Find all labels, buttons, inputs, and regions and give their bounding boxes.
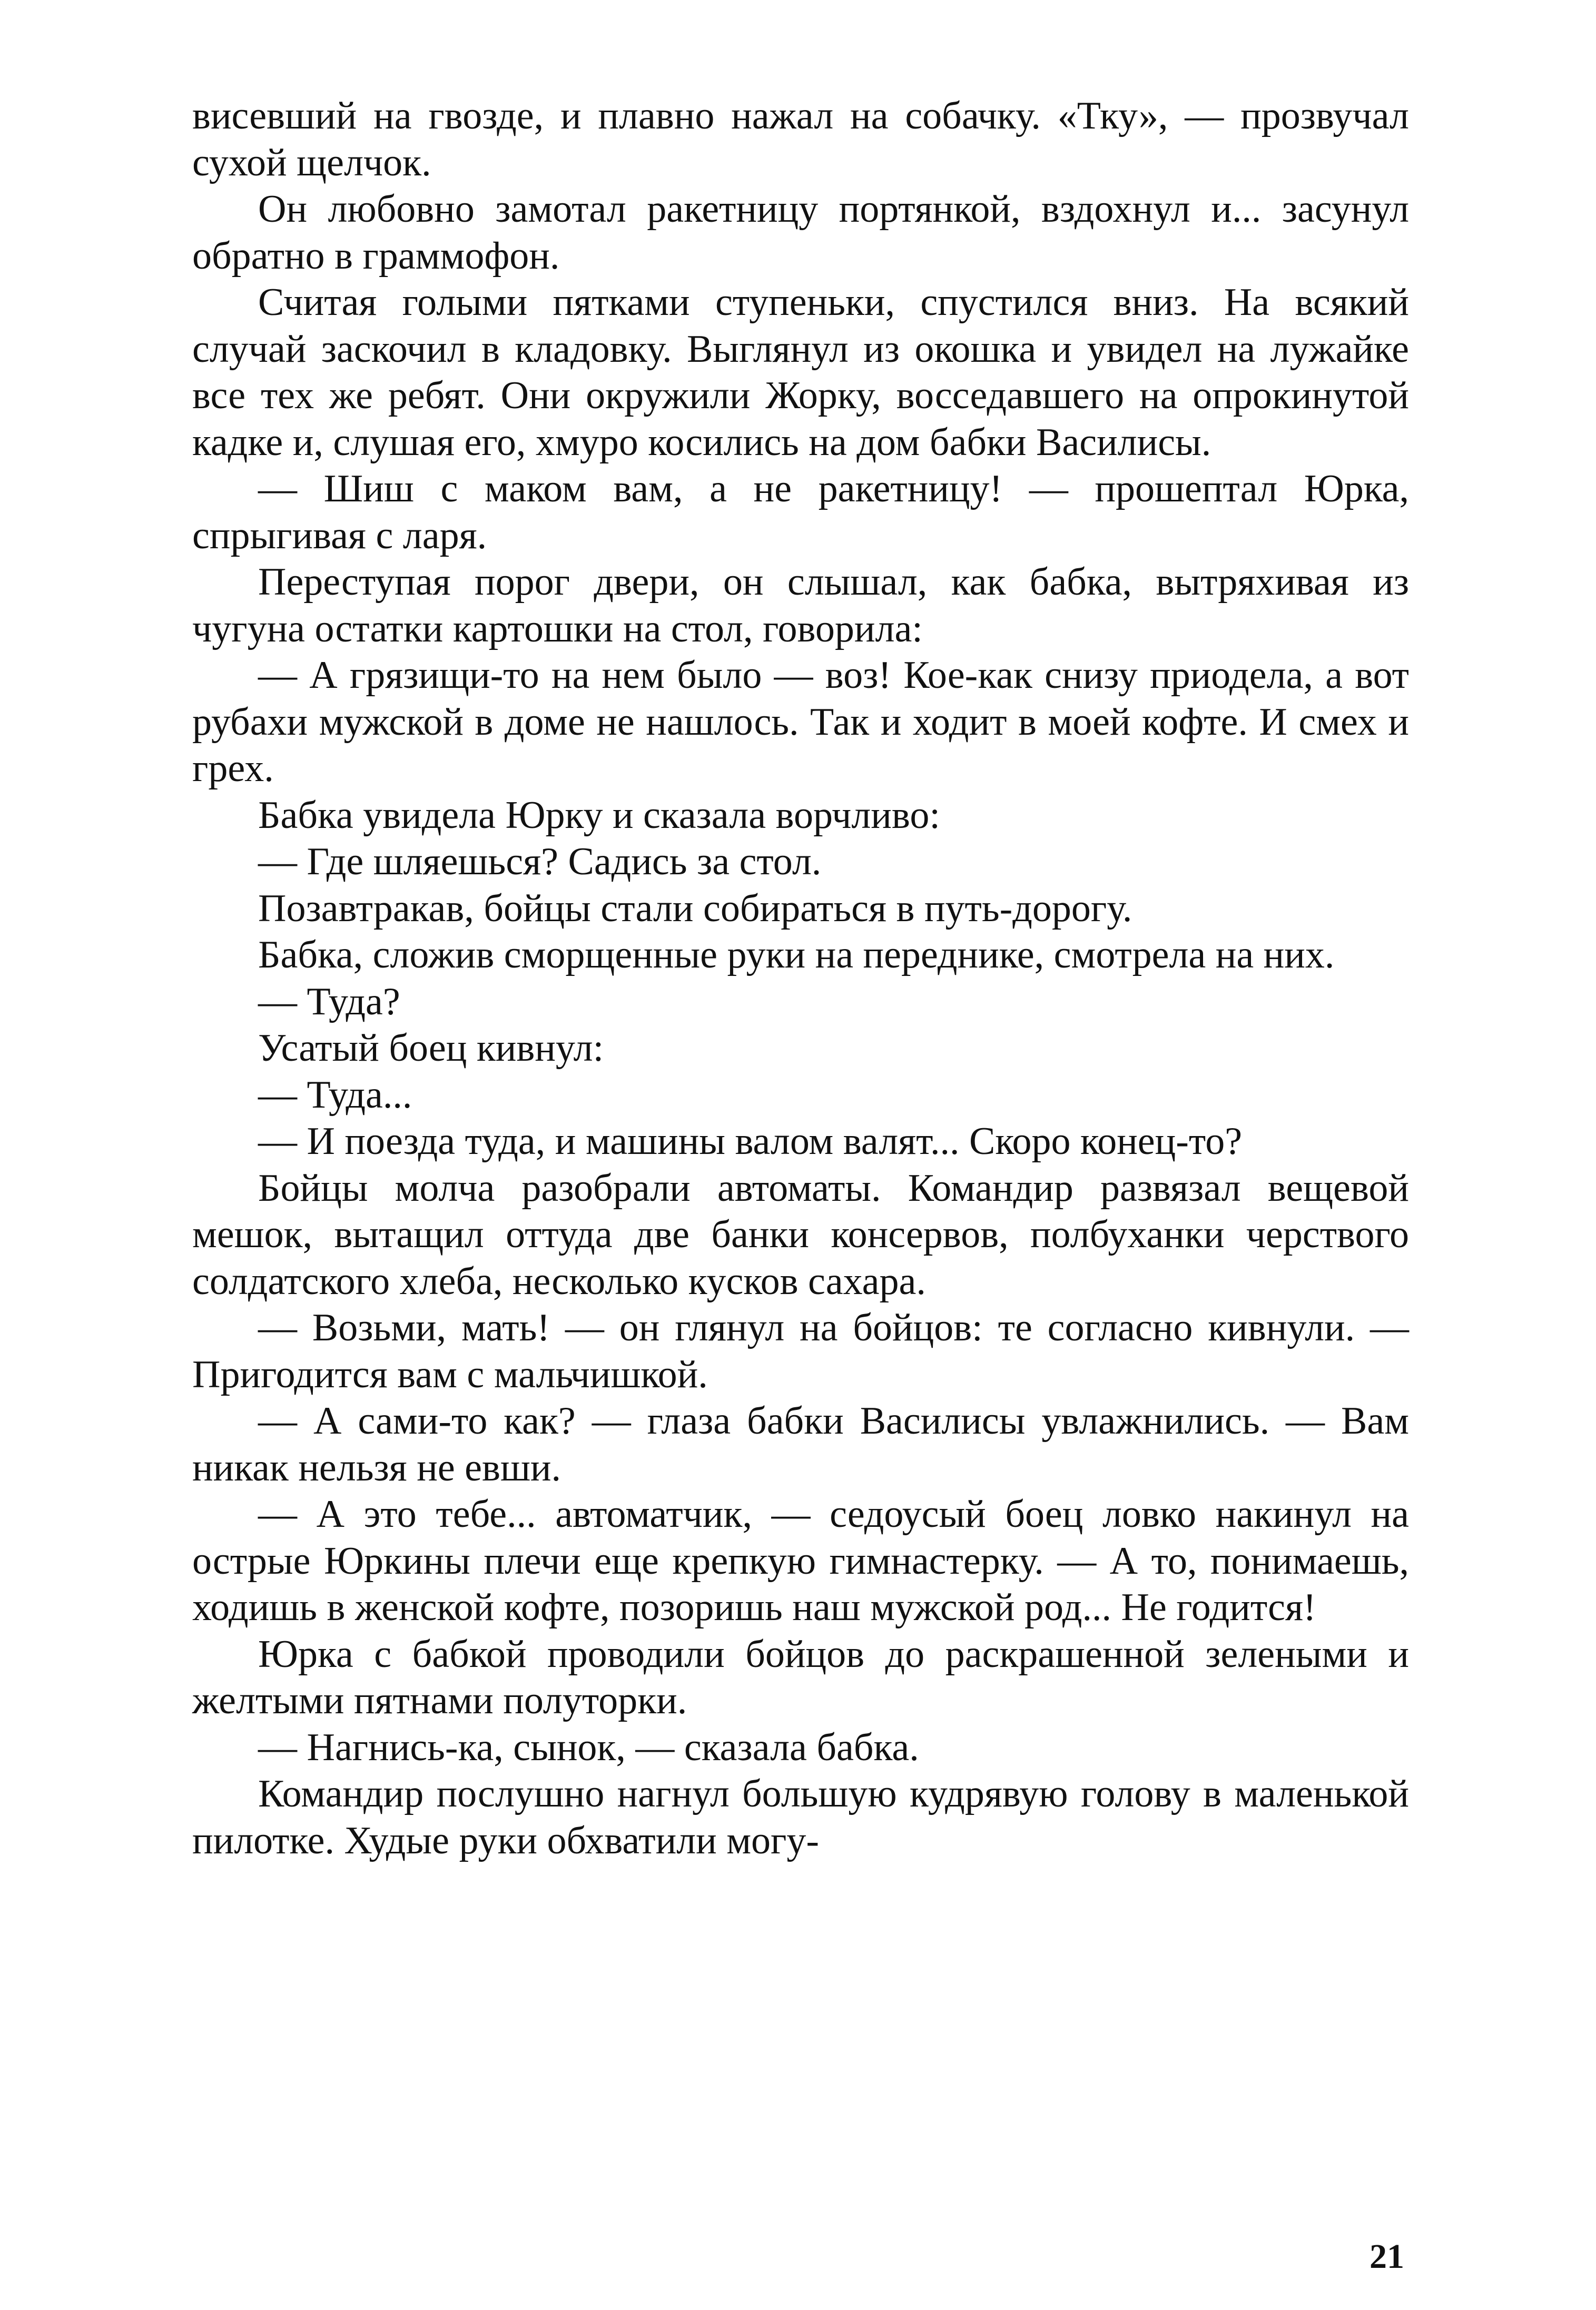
paragraph-11: — Туда?: [258, 980, 400, 1023]
paragraph-16: — Возьми, мать! — он глянул на бойцов: те согласно кивнули. — Пригодится вам с мальчишкой.: [192, 1306, 1409, 1396]
paragraph-1: висевший на гвозде, и плавно нажал на собачку. «Тку», — прозвучал сухой щелчок.: [192, 94, 1409, 184]
paragraph-5: Переступая порог двери, он слышал, как бабка, вытряхивая из чугуна остатки картошки на стол, говорила:: [192, 560, 1409, 650]
paragraph-21: Командир послушно нагнул большую кудрявую голову в маленькой пилотке. Худые руки обхватили могу-: [192, 1772, 1409, 1862]
paragraph-8: — Где шляешься? Садись за стол.: [258, 840, 822, 883]
page-number: 21: [1370, 2237, 1404, 2276]
paragraph-9: Позавтракав, бойцы стали собираться в путь-дорогу.: [258, 886, 1132, 930]
paragraph-2: Он любовно замотал ракетницу портянкой, вздохнул и... засунул обратно в граммофон.: [192, 187, 1409, 278]
paragraph-12: Усатый боец кивнул:: [258, 1026, 604, 1070]
paragraph-6: — А грязищи-то на нем было — воз! Кое-как снизу приодела, а вот рубахи мужской в доме не нашлось. Так и ходит в моей кофте. И смех и грех.: [192, 654, 1409, 790]
paragraph-4: — Шиш с маком вам, а не ракетницу! — прошептал Юрка, спрыгивая с ларя.: [192, 467, 1409, 557]
paragraph-14: — И поезда туда, и машины валом валят... Скоро конец-то?: [258, 1120, 1243, 1163]
paragraph-13: — Туда...: [258, 1073, 412, 1117]
paragraph-19: Юрка с бабкой проводили бойцов до раскрашенной зелеными и желтыми пятнами полуторки.: [192, 1632, 1409, 1722]
paragraph-18: — А это тебе... автоматчик, — седоусый боец ловко накинул на острые Юркины плечи еще крепкую гимнастерку. — А то, понимаешь, ходишь в женской кофте, позоришь наш мужской род... Не годится!: [192, 1493, 1409, 1629]
body-text: [192, 93, 1409, 1864]
paragraph-7: Бабка увидела Юрку и сказала ворчливо:: [258, 793, 940, 837]
paragraph-20: — Нагнись-ка, сынок, — сказала бабка.: [258, 1725, 919, 1769]
paragraph-3: Считая голыми пятками ступеньки, спустился вниз. На всякий случай заскочил в кладовку. Выглянул из окошка и увидел на лужайке все тех же ребят. Они окружили Жорку, восседавшего на опрокинутой кадке и, слушая его, хмуро косились на дом бабки Василисы.: [192, 281, 1409, 464]
paragraph-10: Бабка, сложив сморщенные руки на переднике, смотрела на них.: [258, 933, 1335, 976]
paragraph-17: — А сами-то как? — глаза бабки Василисы увлажнились. — Вам никак нельзя не евши.: [192, 1399, 1409, 1489]
paragraph-15: Бойцы молча разобрали автоматы. Командир развязал вещевой мешок, вытащил оттуда две банки консервов, полбуханки черствого солдатского хлеба, несколько кусков сахара.: [192, 1166, 1409, 1303]
